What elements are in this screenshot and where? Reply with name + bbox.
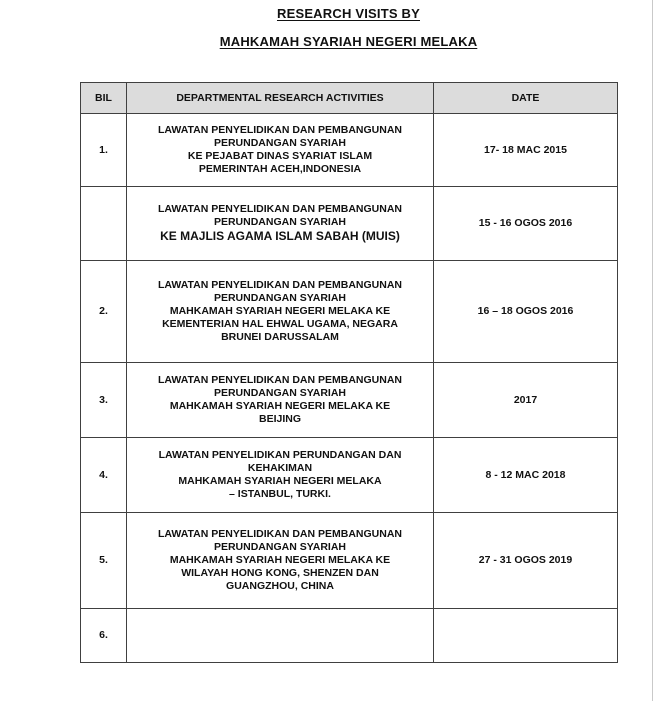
table-row: [81, 187, 618, 261]
date-cell: 15 - 16 OGOS 2016: [434, 187, 618, 261]
col-header-date: DATE: [434, 83, 618, 114]
table-row: [81, 438, 618, 513]
activity-line: – ISTANBUL, TURKI.: [229, 488, 331, 500]
activity-line: WILAYAH HONG KONG, SHENZEN DAN: [181, 567, 379, 579]
date-cell: 17- 18 MAC 2015: [434, 114, 618, 187]
bil-cell: [81, 187, 127, 261]
activity-line: PERUNDANGAN SYARIAH: [213, 541, 347, 553]
table-row: [81, 261, 618, 363]
activity-line: LAWATAN PENYELIDIKAN DAN PEMBANGUNAN: [157, 374, 403, 386]
activity-line: KEMENTERIAN HAL EHWAL UGAMA, NEGARA: [162, 318, 398, 330]
bil-cell: 2.: [81, 261, 127, 363]
table-row: [81, 363, 618, 438]
document-title: [80, 6, 617, 49]
bil-cell: 4.: [81, 438, 127, 513]
bil-cell: 3.: [81, 363, 127, 438]
activity-cell: [127, 261, 434, 363]
activity-line: LAWATAN PENYELIDIKAN DAN PEMBANGUNAN: [157, 279, 403, 291]
table-row: [81, 114, 618, 187]
activity-line: KE MAJLIS AGAMA ISLAM SABAH (MUIS): [160, 229, 400, 243]
activity-cell: [127, 363, 434, 438]
bil-cell: 6.: [81, 609, 127, 663]
activity-line: LAWATAN PENYELIDIKAN DAN PEMBANGUNAN: [157, 203, 403, 215]
date-cell: 16 – 18 OGOS 2016: [434, 261, 618, 363]
activity-line: KE PEJABAT DINAS SYARIAT ISLAM: [187, 150, 373, 162]
table-row: [81, 513, 618, 609]
activity-line: PEMERINTAH ACEH,INDONESIA: [198, 163, 362, 175]
col-header-bil: BIL: [81, 83, 127, 114]
page-title-line-2: MAHKAMAH SYARIAH NEGERI MELAKA: [219, 34, 478, 49]
col-header-activities: DEPARTMENTAL RESEARCH ACTIVITIES: [127, 83, 434, 114]
activity-line: LAWATAN PENYELIDIKAN PERUNDANGAN DAN: [158, 449, 402, 461]
activity-line: PERUNDANGAN SYARIAH: [213, 216, 347, 228]
bil-cell: 1.: [81, 114, 127, 187]
activity-line: PERUNDANGAN SYARIAH: [213, 387, 347, 399]
activity-line: PERUNDANGAN SYARIAH: [213, 292, 347, 304]
activity-line: MAHKAMAH SYARIAH NEGERI MELAKA KE: [169, 554, 391, 566]
activity-line: LAWATAN PENYELIDIKAN DAN PEMBANGUNAN: [157, 124, 403, 136]
date-cell: 8 - 12 MAC 2018: [434, 438, 618, 513]
bil-cell: 5.: [81, 513, 127, 609]
date-cell: 27 - 31 OGOS 2019: [434, 513, 618, 609]
activity-line: LAWATAN PENYELIDIKAN DAN PEMBANGUNAN: [157, 528, 403, 540]
activity-line: GUANGZHOU, CHINA: [226, 580, 334, 592]
activity-line: PERUNDANGAN SYARIAH: [213, 137, 347, 149]
date-cell: 2017: [434, 363, 618, 438]
activity-line: KEHAKIMAN: [247, 462, 313, 474]
activity-cell: [127, 187, 434, 261]
research-visits-table: [80, 82, 618, 663]
page-right-edge-divider: [652, 0, 653, 701]
activity-cell: [127, 609, 434, 663]
page-title-line-1: RESEARCH VISITS BY: [276, 6, 420, 21]
activity-line: BEIJING: [258, 413, 301, 425]
date-cell: [434, 609, 618, 663]
table-row: [81, 609, 618, 663]
activity-cell: [127, 114, 434, 187]
activity-cell: [127, 513, 434, 609]
activity-cell: [127, 438, 434, 513]
activity-line: MAHKAMAH SYARIAH NEGERI MELAKA: [178, 475, 382, 487]
activity-line: MAHKAMAH SYARIAH NEGERI MELAKA KE: [169, 400, 391, 412]
table-header-row: [81, 83, 618, 114]
activity-line: MAHKAMAH SYARIAH NEGERI MELAKA KE: [169, 305, 391, 317]
activity-line: BRUNEI DARUSSALAM: [221, 331, 339, 343]
